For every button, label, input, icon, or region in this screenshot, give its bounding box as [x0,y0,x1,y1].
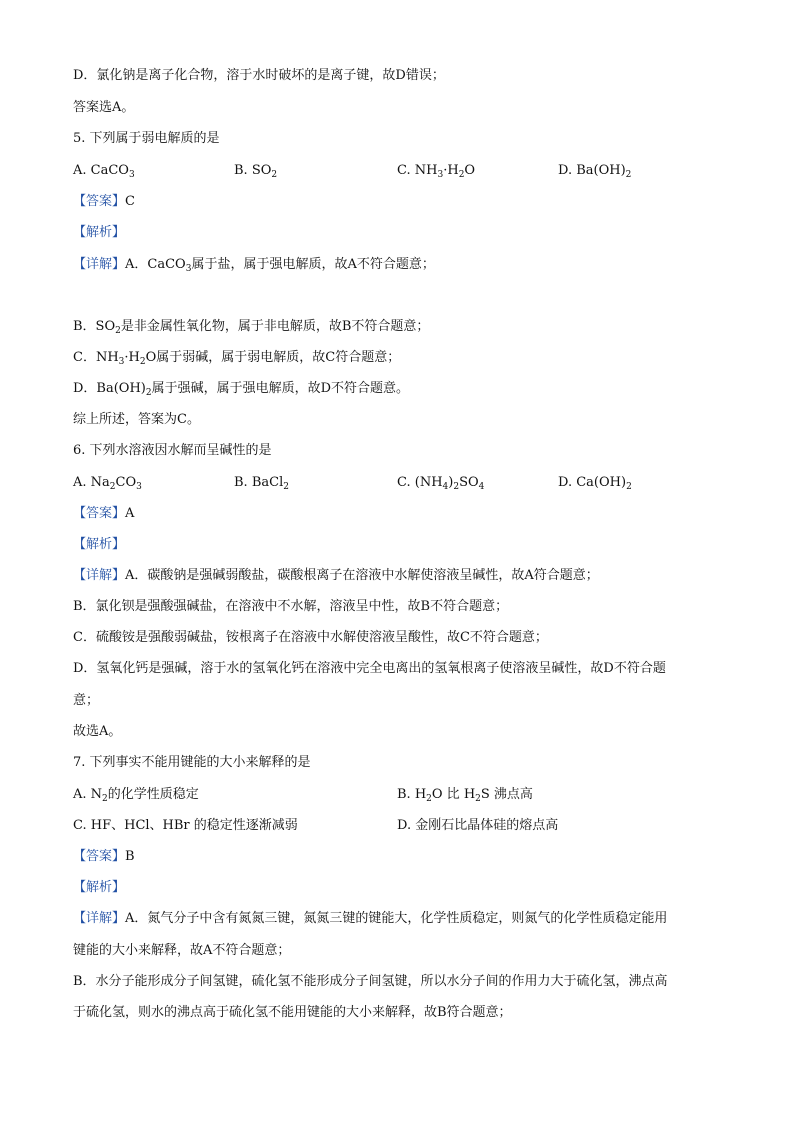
detail-line: 意； [73,693,100,708]
answer-tag: 【答案】 [73,849,126,864]
detail-tag: 【详解】 [73,568,126,583]
option-c: C. $(NH_4)_2SO_4$ [397,475,485,492]
option-d: D. 金刚石比晶体硅的熔点高 [397,818,559,833]
analysis-tag: 【解析】 [73,537,126,552]
detail-line: C．$NH_3\cdot H_2O$属于弱碱，属于弱电解质，故C符合题意； [73,350,401,367]
detail-line: 【详解】A．CaCO$_3$属于盐，属于强电解质，故A不符合题意； [73,257,435,274]
summary-line: 故选A。 [73,724,122,739]
detail-line: 于硫化氢，则水的沸点高于硫化氢不能用键能的大小来解释，故B符合题意； [73,1005,512,1020]
answer-line [73,848,135,866]
detail-line: B．$SO_2$是非金属性氧化物，属于非电解质，故B不符合题意； [73,319,430,336]
option-c: C. $NH_3\cdot H_2O$ [397,163,476,180]
detail-tag: 【详解】 [73,257,126,272]
analysis-tag: 【解析】 [73,225,126,240]
option-d: D. $Ba(OH)_2$ [558,163,632,180]
answer-value: C [125,194,135,209]
option-a: A. $Na_2CO_3$ [73,475,142,492]
detail-line: 键能的大小来解释，故A不符合题意； [73,943,291,958]
detail-line: B．氯化钡是强酸强碱盐，在溶液中不水解，溶液呈中性，故B不符合题意； [73,599,509,614]
detail-line: D．氢氧化钙是强碱，溶于水的氢氧化钙在溶液中完全电离出的氢氧根离子使溶液呈碱性，故D不符合题 [73,661,666,676]
text-line: 答案选A。 [73,100,135,115]
question-6-stem: 6. 下列水溶液因水解而呈碱性的是 [73,443,272,458]
detail-line: D．$Ba(OH)_2$属于强碱，属于强电解质，故D不符合题意。 [73,381,410,398]
detail-line: C．硫酸铵是强酸弱碱盐，铵根离子在溶液中水解使溶液呈酸性，故C不符合题意； [73,630,548,645]
answer-line [73,505,134,523]
summary-line: 综上所述，答案为C。 [73,412,200,427]
detail-line: 【详解】A．碳酸钠是强碱弱酸盐，碳酸根离子在溶液中水解使溶液呈碱性，故A符合题意； [73,568,599,583]
question-5-stem: 5. 下列属于弱电解质的是 [73,131,220,146]
option-d: D. $Ca(OH)_2$ [558,475,632,492]
option-c: C. HF、HCl、HBr 的稳定性逐渐减弱 [73,818,298,833]
answer-tag: 【答案】 [73,194,126,209]
option-b: B. $H_2O$ 比 $H_2S$ 沸点高 [397,787,533,804]
text-line: D．氯化钠是离子化合物，溶于水时破坏的是离子键，故D错误； [73,68,445,83]
detail-line: 【详解】A．氮气分子中含有氮氮三键，氮氮三键的键能大，化学性质稳定，则氮气的化学性质稳定能用 [73,911,668,926]
answer-tag: 【答案】 [73,506,126,521]
option-b: B. BaCl$_2$ [234,475,289,492]
detail-line: B．水分子能形成分子间氢键，硫化氢不能形成分子间氢键，所以水分子间的作用力大于硫化氢，沸点高 [73,974,668,989]
answer-value: B [125,849,135,864]
answer-value: A [125,506,135,521]
option-a: A. CaCO$_3$ [73,163,135,180]
option-a: A. $N_2$的化学性质稳定 [73,787,199,804]
answer-line [73,193,135,211]
option-b: B. $SO_2$ [234,163,278,180]
question-7-stem: 7. 下列事实不能用键能的大小来解释的是 [73,755,311,770]
detail-tag: 【详解】 [73,911,126,926]
analysis-tag: 【解析】 [73,880,126,895]
